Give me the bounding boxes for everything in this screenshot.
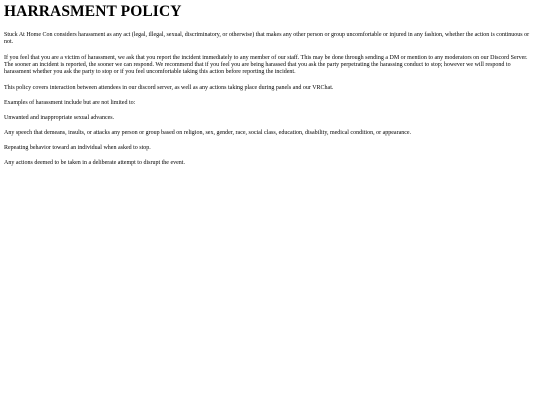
- example-demeaning-speech: Any speech that demeans, insults, or attacks any person or group based on religion, sex, gender, race, social class, education, disability, medical condition, or appearance.: [4, 130, 412, 136]
- scope-paragraph: This policy covers interaction between attendees in our discord server, as well as any actions taking place during panels and our VRChat.: [4, 85, 334, 91]
- example-repeated-behavior: Repeating behavior toward an individual when asked to stop.: [4, 145, 151, 151]
- examples-intro-paragraph: Examples of harassment include but are not limited to:: [4, 100, 136, 106]
- reporting-paragraph: If you feel that you are a victim of harassment, we ask that you report the incident immediately to any member of our staff. This may be done through sending a DM or mention to any moderators on our Discord Server. The sooner an incident is reported, the sooner we can respond. We recommend that if you feel you are being harassed that you ask the party perpetrating the harassing conduct to stop; however we will respond to harassment whether you ask the party to stop or if you feel uncomfortable taking this action before reporting the incident.: [4, 55, 528, 75]
- example-disruption: Any actions deemed to be taken in a deliberate attempt to disrupt the event.: [4, 160, 185, 166]
- policy-definition-paragraph: Stuck At Home Con considers harassment as any act (legal, illegal, sexual, discriminatory, or otherwise) that makes any other person or group uncomfortable or injured in any fashion, whether the action is continuous or not.: [4, 32, 530, 45]
- example-sexual-advances: Unwanted and inappropriate sexual advances.: [4, 115, 115, 121]
- page-title: HARRASMENT POLICY: [4, 3, 182, 20]
